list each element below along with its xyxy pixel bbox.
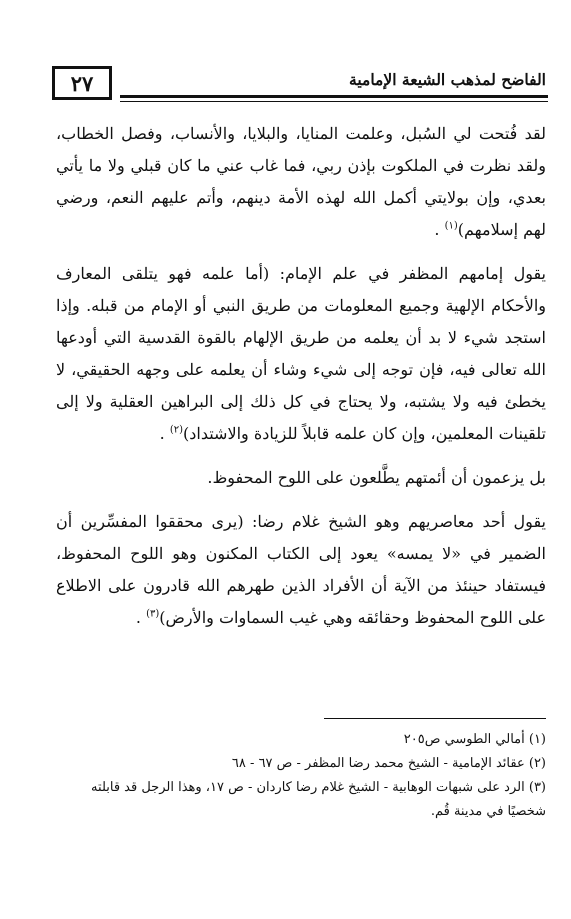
- footnote-1: (١) أمالي الطوسي ص٢٠٥: [403, 732, 546, 747]
- footnote-reference: (٣): [146, 608, 160, 620]
- paragraph-4: [56, 506, 546, 634]
- paragraph-text: بل يزعمون أن أئمتهم يطَّلعون على اللوح المحفوظ.: [207, 468, 546, 487]
- paragraph-text: يقول أحد معاصريهم وهو الشيخ غلام رضا: (يرى محققوا المفسِّرين أن الضمير في «لا يمسه» يعود إلى الكتاب المكنون وهو اللوح المحفوظ، فيستفاد حينئذ من الآية أن الأفراد الذين طهرهم الله قادرون على الاطلاع على اللوح المحفوظ وحقائقه وهي غيب السماوات والأرض): [56, 512, 546, 627]
- page-header: [52, 66, 548, 106]
- paragraph-tail: .: [434, 220, 445, 239]
- footnote-separator: [324, 718, 546, 719]
- header-rule-thin: [120, 101, 548, 102]
- paragraph-tail: .: [159, 424, 170, 443]
- running-title: الفاضح لمذهب الشيعة الإمامية: [349, 70, 546, 89]
- footnote-2: (٢) عقائد الإمامية - الشيخ محمد رضا المظفر - ص ٦٧ - ٦٨: [231, 756, 546, 771]
- footnote-reference: (١): [444, 220, 458, 232]
- paragraph-tail: .: [135, 608, 147, 627]
- paragraph-1: [56, 118, 546, 246]
- paragraph-2: [56, 258, 546, 450]
- footnote-reference: (٢): [169, 424, 184, 436]
- paragraph-3: [56, 462, 546, 494]
- header-rule-thick: [120, 95, 548, 98]
- body-text: [56, 118, 546, 646]
- paragraph-text: لقد فُتحت لي السُبل، وعلمت المنايا، والبلايا، والأنساب، وفصل الخطاب، ولقد نظرت في الملكوت بإذن ربي، فما غاب عني ما كان قبلي ولا ما يأتي بعدي، وإن بولايتي أكمل الله لهذه الأمة دينهم، وأتم عليهم النعم، ورضي لهم إسلامهم): [56, 124, 546, 239]
- page-number: ٢٧: [52, 66, 112, 100]
- paragraph-text: يقول إمامهم المظفر في علم الإمام: (أما علمه فهو يتلقى المعارف والأحكام الإلهية وجميع المعلومات من طريق النبي أو الإمام من قبله. وإذا استجد شيء لا بد أن يعلمه من طريق الإلهام بالقوة القدسية التي أودعها الله تعالى فيه، فإن توجه إلى شيء وشاء أن يعلمه على وجهه الحقيقي، لا يخطئ فيه ولا يشتبه، ولا يحتاج في كل ذلك إلى البراهين العقلية ولا إلى تلقينات المعلمين، وإن كان علمه قابلاً للزيادة والاشتداد): [56, 264, 546, 443]
- footnotes: [56, 728, 546, 824]
- footnote-3: (٣) الرد على شبهات الوهابية - الشيخ غلام رضا كاردان - ص ١٧، وهذا الرجل قد قابلته شخصيًا في مدينة قُم.: [91, 780, 546, 819]
